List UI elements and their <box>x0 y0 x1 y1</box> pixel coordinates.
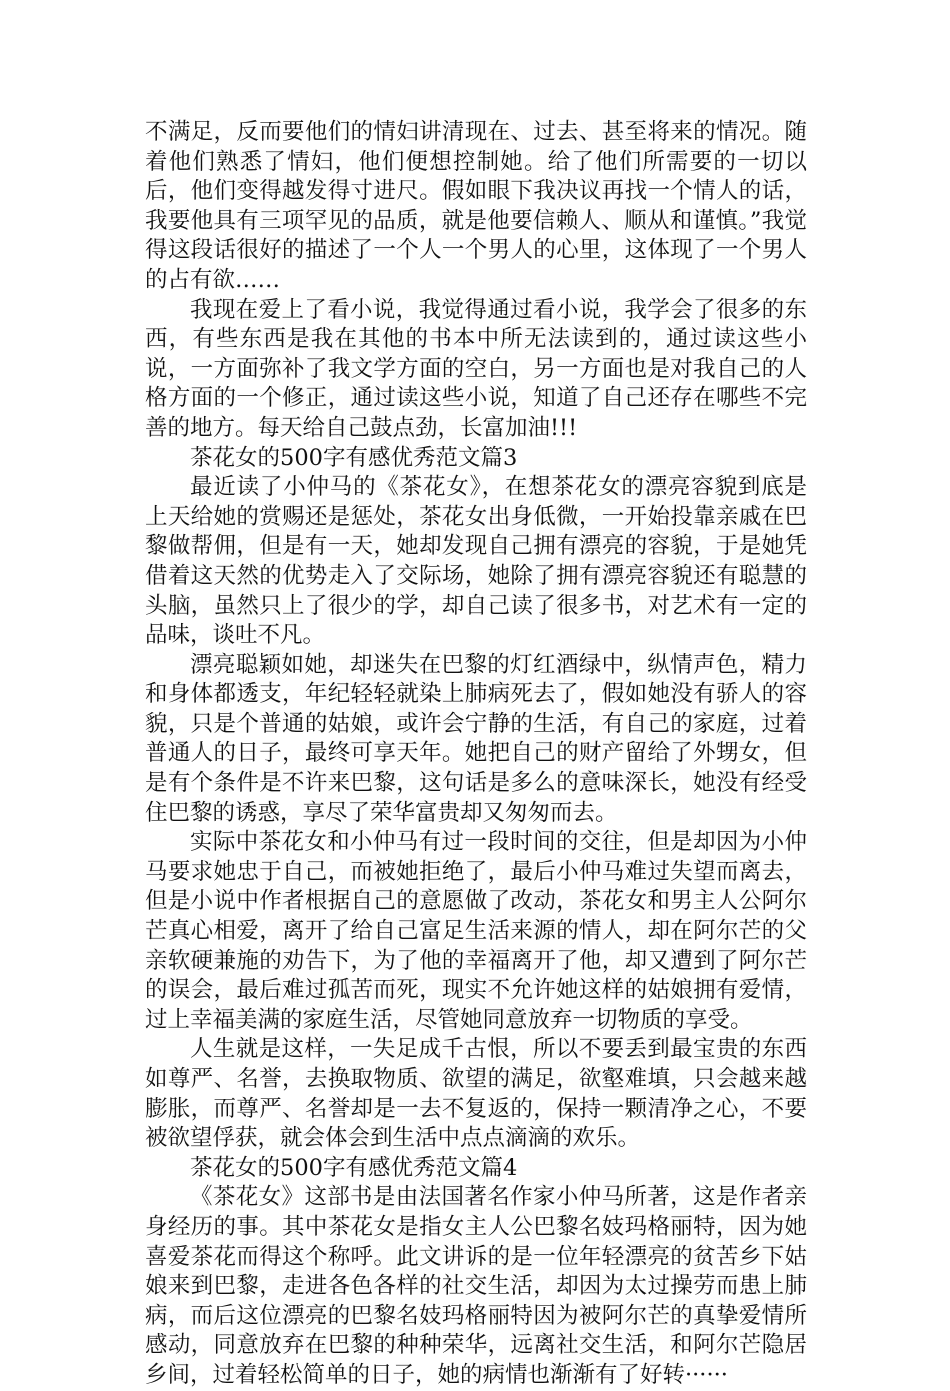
paragraph: 我现在爱上了看小说，我觉得通过看小说，我学会了很多的东西，有些东西是我在其他的书本中所无法读到的，通过读这些小说，一方面弥补了我文学方面的空白，另一方面也是对我自己的人格方面的一个修正，通过读这些小说，知道了自己还存在哪些不完善的地方。每天给自己鼓点劲，长富加油!!! <box>145 296 807 441</box>
section-heading: 茶花女的500字有感优秀范文篇4 <box>190 1154 518 1181</box>
paragraph: 《茶花女》这部书是由法国著名作家小仲马所著，这是作者亲身经历的事。其中茶花女是指女主人公巴黎名妓玛格丽特，因为她喜爱茶花而得这个称呼。此文讲诉的是一位年轻漂亮的贫苦乡下姑娘来到巴黎，走进各色各样的社交生活，却因为太过操劳而患上肺病，而后这位漂亮的巴黎名妓玛格丽特因为被阿尔芒的真挚爱情所感动，同意放弃在巴黎的种种荣华，远离社交生活，和阿尔芒隐居乡间，过着轻松简单的日子，她的病情也渐渐有了好转······ <box>145 1184 807 1388</box>
document-body <box>145 118 807 1391</box>
paragraph-continued: 不满足，反而要他们的情妇讲清现在、过去、甚至将来的情况。随着他们熟悉了情妇，他们便想控制她。给了他们所需要的一切以后，他们变得越发得寸进尺。假如眼下我决议再找一个情人的话，我要他具有三项罕见的品质，就是他要信赖人、顺从和谨慎。”我觉得这段话很好的描述了一个人一个男人的心里，这体现了一个男人的占有欲…… <box>145 119 807 293</box>
paragraph: 漂亮聪颖如她，却迷失在巴黎的灯红酒绿中，纵情声色，精力和身体都透支，年纪轻轻就染上肺病死去了，假如她没有骄人的容貌，只是个普通的姑娘，或许会宁静的生活，有自己的家庭，过着普通人的日子，最终可享天年。她把自己的财产留给了外甥女，但是有个条件是不许来巴黎，这句话是多么的意味深长，她没有经受住巴黎的诱惑，享尽了荣华富贵却又匆匆而去。 <box>145 651 807 826</box>
paragraph: 最近读了小仲马的《茶花女》，在想茶花女的漂亮容貌到底是上天给她的赏赐还是惩处，茶花女出身低微，一开始投靠亲戚在巴黎做帮佣，但是有一天，她却发现自己拥有漂亮的容貌，于是她凭借着这天然的优势走入了交际场，她除了拥有漂亮容貌还有聪慧的头脑，虽然只上了很少的学，却自己读了很多书，对艺术有一定的品味，谈吐不凡。 <box>145 474 807 649</box>
section-heading: 茶花女的500字有感优秀范文篇3 <box>190 444 518 471</box>
paragraph: 实际中茶花女和小仲马有过一段时间的交往，但是却因为小仲马要求她忠于自己，而被她拒绝了，最后小仲马难过失望而离去，但是小说中作者根据自己的意愿做了改动，茶花女和男主人公阿尔芒真心相爱，离开了给自己富足生活来源的情人，却在阿尔芒的父亲软硬兼施的劝告下，为了他的幸福离开了他，却又遭到了阿尔芒的误会，最后难过孤苦而死，现实不允许她这样的姑娘拥有爱情，过上幸福美满的家庭生活，尽管她同意放弃一切物质的享受。 <box>145 829 807 1033</box>
paragraph: 人生就是这样，一失足成千古恨，所以不要丢到最宝贵的东西如尊严、名誉，去换取物质、欲望的满足，欲壑难填，只会越来越膨胀，而尊严、名誉却是一去不复返的，保持一颗清净之心，不要被欲望俘获，就会体会到生活中点点滴滴的欢乐。 <box>145 1036 807 1152</box>
